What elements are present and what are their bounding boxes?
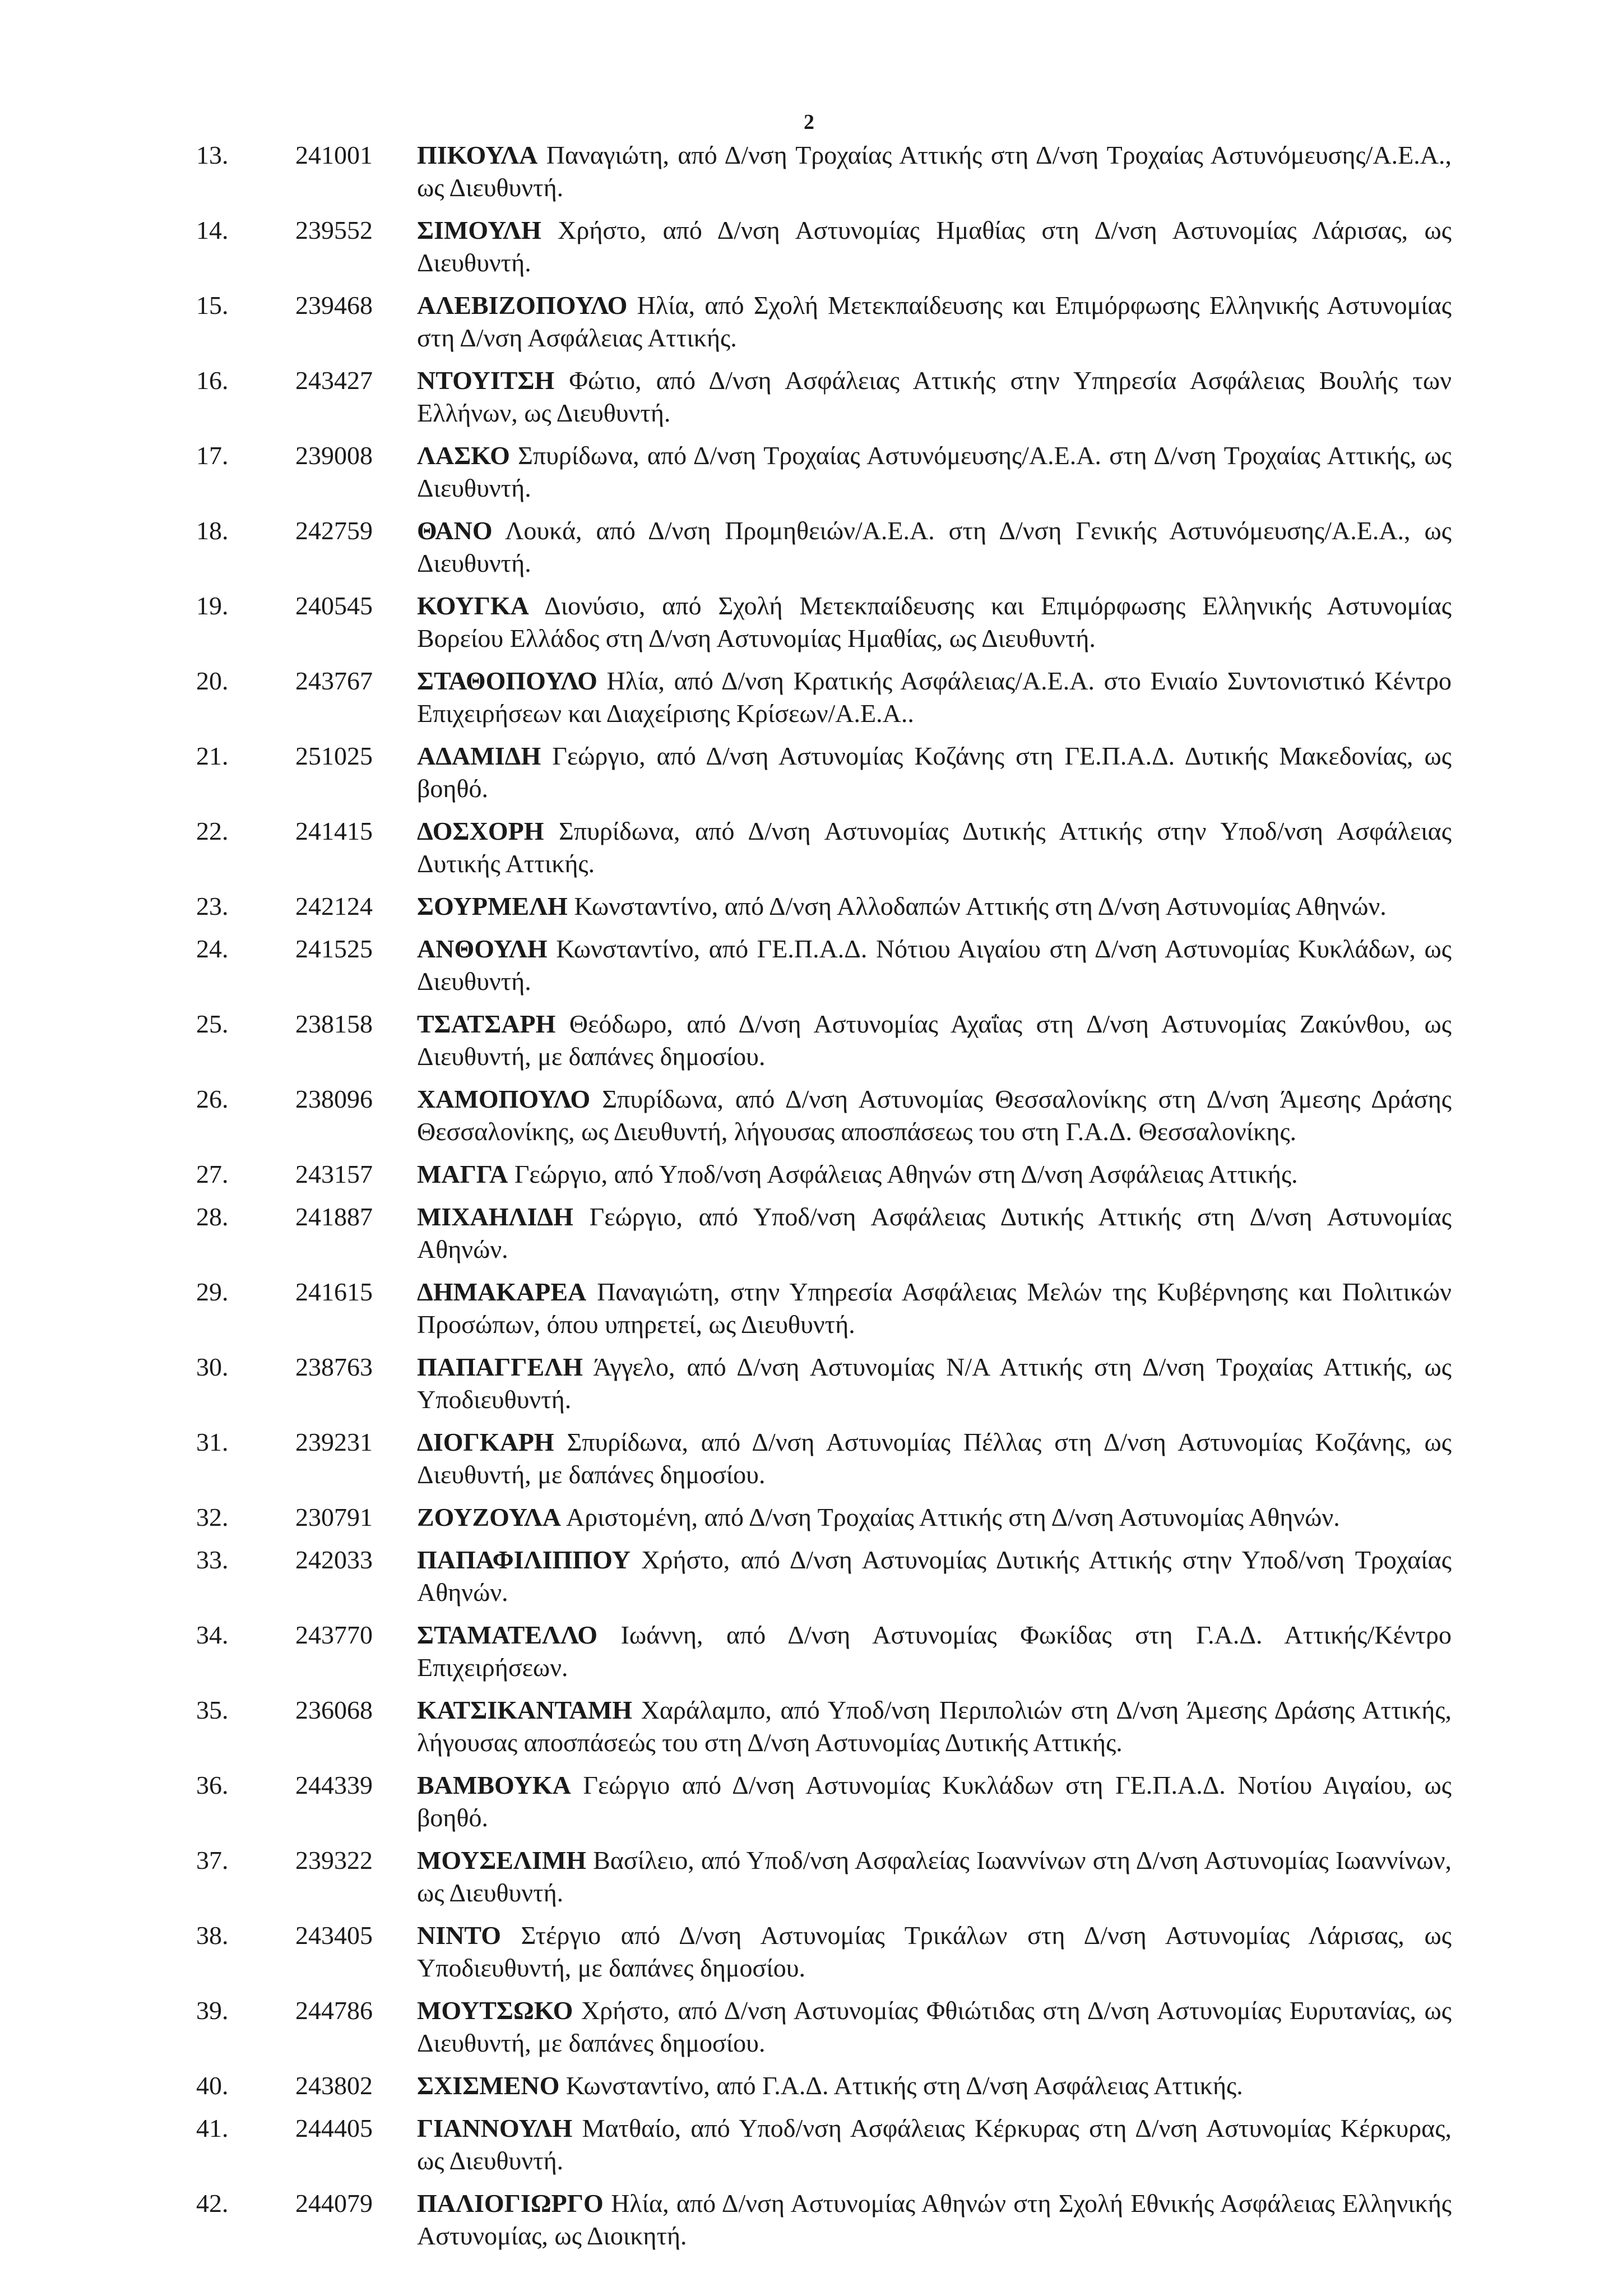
list-item — [0, 139, 1618, 204]
entry-description: Χαράλαμπο, από Υποδ/νση Περιπολιών στη Δ/νση Άμεσης Δράσης Αττικής, λήγουσας αποσπάσεώς του στη Δ/νση Αστυνομίας Δυτικής Αττικής. — [417, 1696, 1452, 1757]
entry-number: 39. — [196, 1996, 229, 2025]
entry-number: 40. — [196, 2071, 229, 2100]
entry-number: 42. — [196, 2189, 229, 2218]
list-item — [0, 1619, 1618, 1684]
entry-code: 244079 — [295, 2189, 373, 2218]
entry-surname: ΠΑΠΑΓΓΕΛΗ — [417, 1353, 583, 1381]
entry-code: 241415 — [295, 817, 373, 845]
list-item — [0, 439, 1618, 504]
entry-text — [417, 740, 1452, 805]
entry-code: 239231 — [295, 1428, 373, 1456]
entry-text — [417, 1919, 1452, 1984]
list-item — [0, 1544, 1618, 1609]
entry-description: Χρήστο, από Δ/νση Αστυνομίας Ημαθίας στη Δ/νση Αστυνομίας Λάρισας, ως Διευθυντή. — [417, 216, 1452, 277]
entry-number: 16. — [196, 366, 229, 395]
entry-description: Αριστομένη, από Δ/νση Τροχαίας Αττικής στη Δ/νση Αστυνομίας Αθηνών. — [561, 1503, 1340, 1531]
entry-description: Σπυρίδωνα, από Δ/νση Τροχαίας Αστυνόμευσης/Α.Ε.Α. στη Δ/νση Τροχαίας Αττικής, ως Διευθυντή. — [417, 441, 1452, 502]
entry-description: Άγγελο, από Δ/νση Αστυνομίας Ν/Α Αττικής στη Δ/νση Τροχαίας Αττικής, ως Υποδιευθυντή. — [417, 1353, 1452, 1414]
entry-surname: ΔΟΣΧΟΡΗ — [417, 817, 544, 845]
list-item — [0, 289, 1618, 354]
entry-description: Παναγιώτη, στην Υπηρεσία Ασφάλειας Μελών της Κυβέρνησης και Πολιτικών Προσώπων, όπου υπηρετεί, ως Διευθυντή. — [417, 1277, 1452, 1339]
entry-description: Διονύσιο, από Σχολή Μετεκπαίδευσης και Επιμόρφωσης Ελληνικής Αστυνομίας Βορείου Ελλάδος στη Δ/νση Αστυνομίας Ημαθίας, ως Διευθυντή. — [417, 591, 1452, 652]
entry-description: Ηλία, από Δ/νση Κρατικής Ασφάλειας/Α.Ε.Α. στο Ενιαίο Συντονιστικό Κέντρο Επιχειρήσεων και Διαχείρισης Κρίσεων/Α.Ε.Α.. — [417, 666, 1452, 728]
entry-surname: ΚΑΤΣΙΚΑΝΤΑΜΗ — [417, 1696, 633, 1724]
entry-code: 236068 — [295, 1696, 373, 1724]
list-item — [0, 1501, 1618, 1534]
entry-number: 19. — [196, 591, 229, 620]
entry-description: Ηλία, από Δ/νση Αστυνομίας Αθηνών στη Σχολή Εθνικής Ασφάλειας Ελληνικής Αστυνομίας, ως Διοικητή. — [417, 2189, 1452, 2250]
entry-code: 238096 — [295, 1085, 373, 1113]
entry-text — [417, 1426, 1452, 1491]
entry-number: 35. — [196, 1696, 229, 1724]
list-item — [0, 590, 1618, 655]
list-item — [0, 1769, 1618, 1834]
entry-description: Σπυρίδωνα, από Δ/νση Αστυνομίας Πέλλας στη Δ/νση Αστυνομίας Κοζάνης, ως Διευθυντή, με δαπάνες δημοσίου. — [417, 1428, 1452, 1489]
entry-surname: ΘΑΝΟ — [417, 516, 493, 545]
entry-code: 244339 — [295, 1771, 373, 1799]
entry-number: 38. — [196, 1921, 229, 1950]
entry-text — [417, 364, 1452, 429]
entry-text — [417, 1544, 1452, 1609]
entry-description: Στέργιο από Δ/νση Αστυνομίας Τρικάλων στη Δ/νση Αστυνομίας Λάρισας, ως Υποδιευθυντή, με δαπάνες δημοσίου. — [417, 1921, 1452, 1982]
entry-description: Ματθαίο, από Υποδ/νση Ασφάλειας Κέρκυρας στη Δ/νση Αστυνομίας Κέρκυρας, ως Διευθυντή. — [417, 2114, 1452, 2175]
entry-text — [417, 214, 1452, 279]
list-item — [0, 890, 1618, 923]
list-item — [0, 1351, 1618, 1416]
entry-number: 14. — [196, 216, 229, 244]
list-item — [0, 1694, 1618, 1759]
entry-number: 28. — [196, 1202, 229, 1231]
entry-text — [417, 2112, 1452, 2177]
entry-description: Χρήστο, από Δ/νση Αστυνομίας Δυτικής Αττικής στην Υποδ/νση Τροχαίας Αθηνών. — [417, 1545, 1452, 1607]
entry-number: 41. — [196, 2114, 229, 2142]
entry-code: 241001 — [295, 141, 373, 169]
entry-code: 239552 — [295, 216, 373, 244]
entry-number: 29. — [196, 1277, 229, 1306]
entry-text — [417, 665, 1452, 730]
entry-description: Γεώργιο από Δ/νση Αστυνομίας Κυκλάδων στη ΓΕ.Π.Α.Δ. Νοτίου Αιγαίου, ως βοηθό. — [417, 1771, 1452, 1832]
list-item — [0, 815, 1618, 880]
entry-number: 15. — [196, 291, 229, 320]
entry-text — [417, 1201, 1452, 1266]
entry-surname: ΑΔΑΜΙΔΗ — [417, 742, 541, 770]
entry-description: Κωνσταντίνο, από ΓΕ.Π.Α.Δ. Νότιου Αιγαίου στη Δ/νση Αστυνομίας Κυκλάδων, ως Διευθυντή. — [417, 934, 1452, 996]
entry-surname: ΑΝΘΟΥΛΗ — [417, 934, 548, 963]
list-item — [0, 740, 1618, 805]
entry-text — [417, 815, 1452, 880]
entry-surname: ΝΤΟΥΙΤΣΗ — [417, 366, 555, 395]
entry-surname: ΓΙΑΝΝΟΥΛΗ — [417, 2114, 573, 2142]
entry-code: 243405 — [295, 1921, 373, 1950]
list-item — [0, 1844, 1618, 1909]
entry-number: 22. — [196, 817, 229, 845]
entry-code: 240545 — [295, 591, 373, 620]
entry-code: 241525 — [295, 934, 373, 963]
entry-description: Κωνσταντίνο, από Γ.Α.Δ. Αττικής στη Δ/νση Ασφάλειας Αττικής. — [559, 2071, 1243, 2100]
entry-text — [417, 1769, 1452, 1834]
entry-number: 21. — [196, 742, 229, 770]
entry-code: 241615 — [295, 1277, 373, 1306]
entry-text — [417, 139, 1452, 204]
list-item — [0, 1008, 1618, 1073]
entry-surname: ΔΙΟΓΚΑΡΗ — [417, 1428, 554, 1456]
entry-text — [417, 1619, 1452, 1684]
entry-description: Ηλία, από Σχολή Μετεκπαίδευσης και Επιμόρφωσης Ελληνικής Αστυνομίας στη Δ/νση Ασφάλειας Αττικής. — [417, 291, 1452, 352]
entry-code: 242124 — [295, 892, 373, 920]
entry-code: 241887 — [295, 1202, 373, 1231]
entry-text — [417, 1501, 1452, 1534]
entry-description: Ιωάννη, από Δ/νση Αστυνομίας Φωκίδας στη Γ.Α.Δ. Αττικής/Κέντρο Επιχειρήσεων. — [417, 1621, 1452, 1682]
entry-number: 25. — [196, 1010, 229, 1038]
entry-surname: ΤΣΑΤΣΑΡΗ — [417, 1010, 556, 1038]
entry-code: 243767 — [295, 666, 373, 695]
entry-surname: ΜΟΥΤΣΩΚΟ — [417, 1996, 573, 2025]
list-item — [0, 1276, 1618, 1341]
entry-code: 243802 — [295, 2071, 373, 2100]
list-item — [0, 515, 1618, 580]
entry-description: Παναγιώτη, από Δ/νση Τροχαίας Αττικής στη Δ/νση Τροχαίας Αστυνόμευσης/Α.Ε.Α., ως Διευθυντή. — [417, 141, 1452, 202]
entry-description: Χρήστο, από Δ/νση Αστυνομίας Φθιώτιδας στη Δ/νση Αστυνομίας Ευρυτανίας, ως Διευθυντή, με δαπάνες δημοσίου. — [417, 1996, 1452, 2057]
entry-description: Γεώργιο, από Υποδ/νση Ασφάλειας Δυτικής Αττικής στη Δ/νση Αστυνομίας Αθηνών. — [417, 1202, 1452, 1263]
entry-surname: ΧΑΜΟΠΟΥΛΟ — [417, 1085, 591, 1113]
entry-number: 34. — [196, 1621, 229, 1649]
list-item — [0, 665, 1618, 730]
entry-surname: ΜΟΥΣΕΛΙΜΗ — [417, 1846, 587, 1874]
entry-text — [417, 590, 1452, 655]
entry-number: 37. — [196, 1846, 229, 1874]
entry-text — [417, 2070, 1452, 2102]
list-item — [0, 1158, 1618, 1191]
entry-surname: ΣΤΑΘΟΠΟΥΛΟ — [417, 666, 597, 695]
entry-number: 27. — [196, 1160, 229, 1188]
entry-code: 242759 — [295, 516, 373, 545]
entry-surname: ΑΛΕΒΙΖΟΠΟΥΛΟ — [417, 291, 628, 320]
list-item — [0, 933, 1618, 998]
list-item — [0, 2112, 1618, 2177]
entry-description: Γεώργιο, από Υποδ/νση Ασφάλειας Αθηνών στη Δ/νση Ασφάλειας Αττικής. — [508, 1160, 1298, 1188]
list-item — [0, 1919, 1618, 1984]
entry-code: 238158 — [295, 1010, 373, 1038]
entry-number: 23. — [196, 892, 229, 920]
entry-surname: ΒΑΜΒΟΥΚΑ — [417, 1771, 571, 1799]
page-number: 2 — [804, 110, 814, 134]
entry-text — [417, 1694, 1452, 1759]
list-item — [0, 2187, 1618, 2252]
entry-code: 244786 — [295, 1996, 373, 2025]
entry-text — [417, 1351, 1452, 1416]
entry-code: 244405 — [295, 2114, 373, 2142]
entry-number: 30. — [196, 1353, 229, 1381]
list-item — [0, 1426, 1618, 1491]
entry-number: 33. — [196, 1545, 229, 1574]
entry-number: 26. — [196, 1085, 229, 1113]
entry-description: Γεώργιο, από Δ/νση Αστυνομίας Κοζάνης στη ΓΕ.Π.Α.Δ. Δυτικής Μακεδονίας, ως βοηθό. — [417, 742, 1452, 803]
list-item — [0, 1201, 1618, 1266]
entry-description: Κωνσταντίνο, από Δ/νση Αλλοδαπών Αττικής στη Δ/νση Αστυνομίας Αθηνών. — [567, 892, 1387, 920]
entry-number: 36. — [196, 1771, 229, 1799]
entry-description: Σπυρίδωνα, από Δ/νση Αστυνομίας Θεσσαλονίκης στη Δ/νση Άμεσης Δράσης Θεσσαλονίκης, ως Διευθυντή, λήγουσας αποσπάσεως του στη Γ.Α.Δ. Θεσσαλονίκης. — [417, 1085, 1452, 1146]
entry-description: Φώτιο, από Δ/νση Ασφάλειας Αττικής στην Υπηρεσία Ασφάλειας Βουλής των Ελλήνων, ως Διευθυντή. — [417, 366, 1452, 427]
entry-surname: ΝΙΝΤΟ — [417, 1921, 501, 1950]
entry-surname: ΣΤΑΜΑΤΕΛΛΟ — [417, 1621, 598, 1649]
entry-text — [417, 890, 1452, 923]
entry-surname: ΛΑΣΚΟ — [417, 441, 510, 470]
entry-text — [417, 1008, 1452, 1073]
entry-number: 17. — [196, 441, 229, 470]
entry-code: 239008 — [295, 441, 373, 470]
entry-description: Βασίλειο, από Υποδ/νση Ασφαλείας Ιωαννίνων στη Δ/νση Αστυνομίας Ιωαννίνων, ως Διευθυντή. — [417, 1846, 1452, 1907]
entry-text — [417, 1158, 1452, 1191]
entry-surname: ΠΙΚΟΥΛΑ — [417, 141, 538, 169]
entry-text — [417, 439, 1452, 504]
entry-description: Σπυρίδωνα, από Δ/νση Αστυνομίας Δυτικής Αττικής στην Υποδ/νση Ασφάλειας Δυτικής Αττικής. — [417, 817, 1452, 878]
list-item — [0, 364, 1618, 429]
entry-surname: ΣΟΥΡΜΕΛΗ — [417, 892, 568, 920]
entry-text — [417, 1994, 1452, 2059]
entry-text — [417, 515, 1452, 580]
entry-surname: ΣΧΙΣΜΕΝΟ — [417, 2071, 560, 2100]
entry-surname: ΜΑΓΓΑ — [417, 1160, 508, 1188]
entry-text — [417, 1083, 1452, 1148]
entry-number: 18. — [196, 516, 229, 545]
entry-text — [417, 2187, 1452, 2252]
entries-list — [0, 139, 1618, 2262]
entry-text — [417, 1844, 1452, 1909]
entry-surname: ΚΟΥΓΚΑ — [417, 591, 529, 620]
entry-text — [417, 289, 1452, 354]
entry-number: 24. — [196, 934, 229, 963]
entry-surname: ΔΗΜΑΚΑΡΕΑ — [417, 1277, 587, 1306]
entry-surname: ΖΟΥΖΟΥΛΑ — [417, 1503, 562, 1531]
entry-surname: ΣΙΜΟΥΛΗ — [417, 216, 541, 244]
entry-text — [417, 933, 1452, 998]
entry-code: 243427 — [295, 366, 373, 395]
entry-code: 243770 — [295, 1621, 373, 1649]
entry-code: 243157 — [295, 1160, 373, 1188]
list-item — [0, 1994, 1618, 2059]
entry-code: 230791 — [295, 1503, 373, 1531]
entry-surname: ΠΑΛΙΟΓΙΩΡΓΟ — [417, 2189, 604, 2218]
entry-code: 239322 — [295, 1846, 373, 1874]
entry-description: Θεόδωρο, από Δ/νση Αστυνομίας Αχαΐας στη Δ/νση Αστυνομίας Ζακύνθου, ως Διευθυντή, με δαπάνες δημοσίου. — [417, 1010, 1452, 1071]
entry-number: 31. — [196, 1428, 229, 1456]
entry-code: 239468 — [295, 291, 373, 320]
list-item — [0, 214, 1618, 279]
entry-surname: ΜΙΧΑΗΛΙΔΗ — [417, 1202, 574, 1231]
entry-code: 242033 — [295, 1545, 373, 1574]
entry-code: 238763 — [295, 1353, 373, 1381]
entry-description: Λουκά, από Δ/νση Προμηθειών/Α.Ε.Α. στη Δ/νση Γενικής Αστυνόμευσης/Α.Ε.Α., ως Διευθυντή. — [417, 516, 1452, 577]
entry-text — [417, 1276, 1452, 1341]
entry-number: 32. — [196, 1503, 229, 1531]
list-item — [0, 1083, 1618, 1148]
list-item — [0, 2070, 1618, 2102]
entry-number: 20. — [196, 666, 229, 695]
entry-surname: ΠΑΠΑΦΙΛΙΠΠΟΥ — [417, 1545, 630, 1574]
entry-number: 13. — [196, 141, 229, 169]
entry-code: 251025 — [295, 742, 373, 770]
